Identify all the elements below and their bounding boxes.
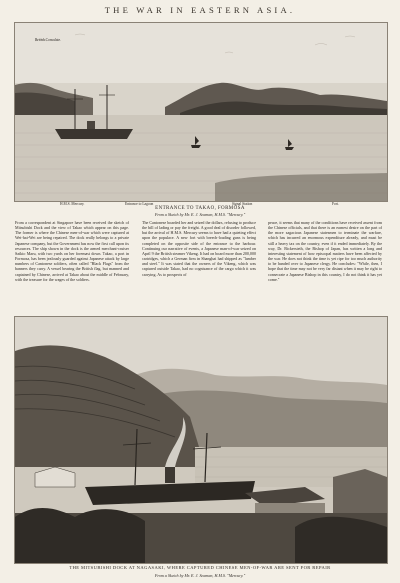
bottom-illustration-credit: From a Sketch by Mr. E. J. Seaman, H.M.S. "Mercury." bbox=[154, 573, 246, 578]
label-hms-mercury: H.M.S. Mercury. bbox=[60, 202, 85, 206]
article-column-3: peace, it seems that many of the conditions have received assent from the Chinese officials, and that there is an earnest desire on the part of the more sagacious Japanese statesmen to terminate the warfare, which has incurred an enormous expenditure already, and must be still a heavy tax on the country, even if it ended immediately. By the way, Dr. Bickersteth, the Bishop of Japan, has written a long and interesting statement of how episcopal matters have been affected by the war. He does not think the time is yet ripe for too much authority to be handed over to Japanese clergy. He concludes: "While, then, I hope that the time may not be very far distant when it may be right to consecrate a Japanese Bishop in this country, I do not think it has yet come." bbox=[268, 220, 382, 282]
mitsubishi-dock-engraving bbox=[14, 316, 388, 564]
article-column-2: The Cantonese boarded her and seized the dollars, refusing to produce the bill of lading or pay the freight. A good deal of disorder followed, but the arrival of H.M.S. Mercury seems to have had a quieting effect upon the populace. A new fort with breech-loading guns is being completed on the opposite side of the entrance to the harbour. Continuing our narrative of events, a Japanese man-of-war seized on April 9 the British steamer Vikeng. It had on board more than 200,000 cartridges, which a German firm in Shanghai had shipped as "lamber and steel." It was stated that the owners of the Vikeng, which was captured outside Takao, had no cognisance of the cargo which it was carrying. As to prospects of bbox=[142, 220, 256, 277]
label-lagoon-entrance: Entrance to Lagoon bbox=[125, 202, 154, 206]
nagasaki-dock-svg bbox=[15, 317, 387, 563]
takao-harbour-engraving bbox=[14, 22, 388, 202]
article-column-1: From a correspondent at Singapore have been received the sketch of Mitsubishi Dock and the view of Takao which appear on this page. The former is where the Chinese men-of-war which were captured at Wei-hai-Wei are being repaired. The dock really belongs to a private Japanese company, but the Government has now the first call upon its resources. The ship shown in the dock is the armed merchant-cruiser Saikio Maru, with two yards on her foremast down. Takao, a port in Formosa, has been jealously guarded against Japanese attack by large numbers of Cantonese soldiers, often called "Black Flags" from the banners they carry. A vessel bearing the British flag, but manned and captained by Chinese, arrived at Takao about the middle of February, with the treasure for the wages of the soldiers. bbox=[15, 220, 129, 282]
page-header: THE WAR IN EASTERN ASIA. bbox=[104, 5, 296, 15]
bottom-illustration-title: THE MITSUBISHI DOCK AT NAGASAKI, WHERE CAPTURED CHINESE MEN-OF-WAR ARE SENT FOR REPAIR bbox=[69, 565, 331, 570]
top-illustration-credit: From a Sketch by Mr. E. J. Seaman, H.M.S. "Mercury." bbox=[154, 212, 246, 217]
top-illustration-title: ENTRANCE TO TAKAO, FORMOSA bbox=[155, 206, 245, 211]
label-signal-station: Signal Station bbox=[232, 202, 253, 206]
consulate-label: British Consulate. bbox=[35, 38, 61, 42]
label-fort: Fort. bbox=[332, 202, 339, 206]
takao-harbour-svg bbox=[15, 23, 387, 201]
